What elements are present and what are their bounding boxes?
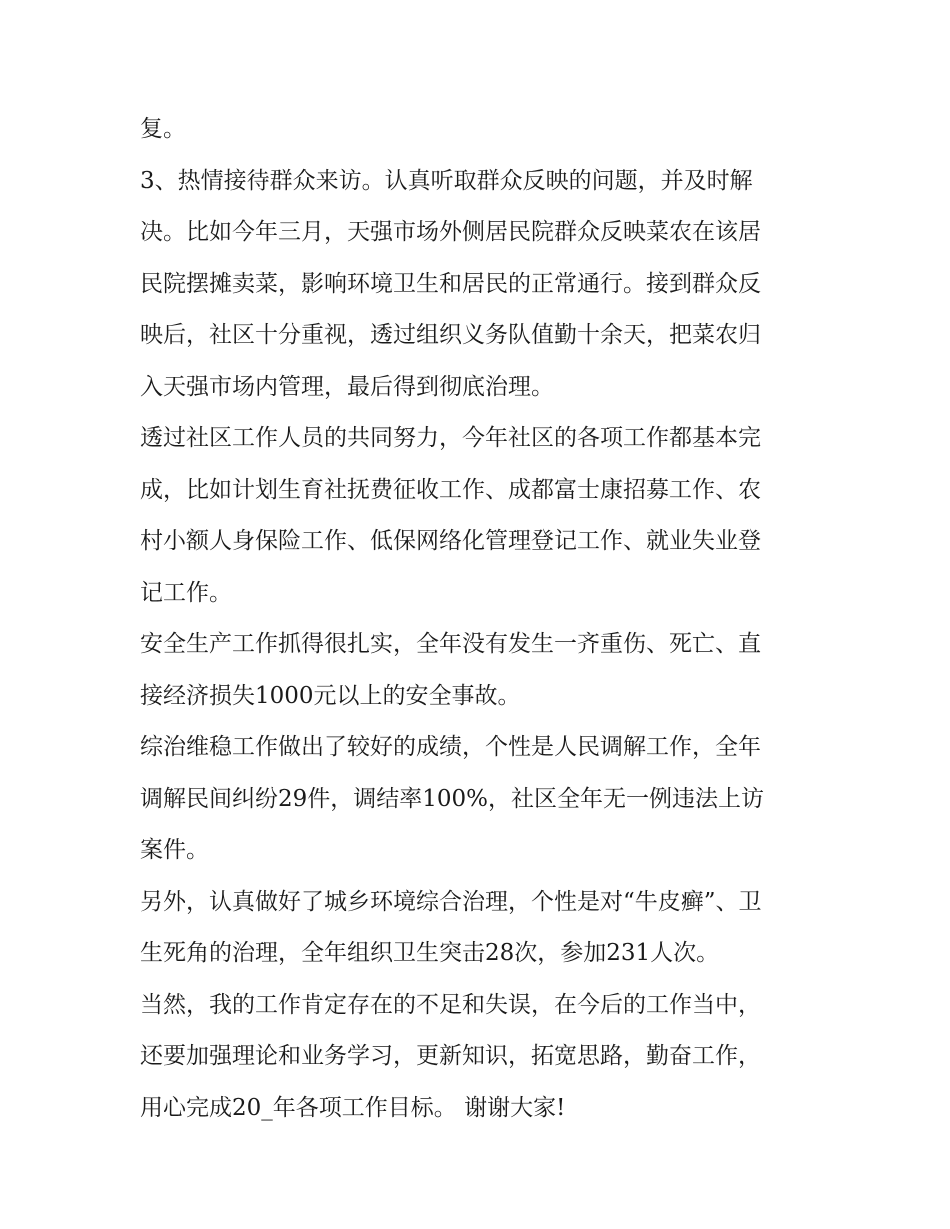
text-line: 生死角的治理，全年组织卫生突击28次，参加231人次。 [140, 940, 720, 966]
text-line: 综治维稳工作做出了较好的成绩，个性是人民调解工作，全年 [140, 734, 761, 760]
text-line: 用心完成20_年各项工作目标。 谢谢大家! [140, 1094, 566, 1121]
text-line: 民院摆摊卖菜，影响环境卫生和居民的正常通行。接到群众反 [140, 270, 761, 297]
text-line: 决。比如今年三月，天强市场外侧居民院群众反映菜农在该居 [140, 219, 761, 245]
text-line: 入天强市场内管理，最后得到彻底治理。 [140, 373, 554, 400]
document-body [140, 104, 820, 1134]
text-line: 记工作。 [140, 579, 232, 606]
text-line: 还要加强理论和业务学习，更新知识，拓宽思路，勤奋工作， [140, 1043, 761, 1069]
text-line: 当然，我的工作肯定存在的不足和失误，在今后的工作当中， [140, 991, 761, 1018]
text-line: 村小额人身保险工作、低保网络化管理登记工作、就业失业登 [140, 528, 761, 554]
text-line: 3、热情接待群众来访。认真听取群众反映的问题，并及时解 [140, 167, 753, 194]
text-line: 接经济损失1000元以上的安全事故。 [140, 682, 521, 709]
text-line: 复。 [140, 116, 186, 142]
text-line: 另外，认真做好了城乡环境综合治理，个性是对“牛皮癣”、卫 [140, 888, 762, 915]
text-line: 调解民间纠纷29件，调结率100%，社区全年无一例违法上访 [140, 785, 765, 812]
text-line: 安全生产工作抓得很扎实，全年没有发生一齐重伤、死亡、直 [140, 631, 761, 657]
text-line: 成，比如计划生育社抚费征收工作、成都富士康招募工作、农 [140, 476, 761, 503]
text-line: 案件。 [140, 837, 209, 863]
text-line: 映后，社区十分重视，透过组织义务队值勤十余天，把菜农归 [140, 322, 761, 348]
text-line: 透过社区工作人员的共同努力，今年社区的各项工作都基本完 [140, 425, 761, 451]
